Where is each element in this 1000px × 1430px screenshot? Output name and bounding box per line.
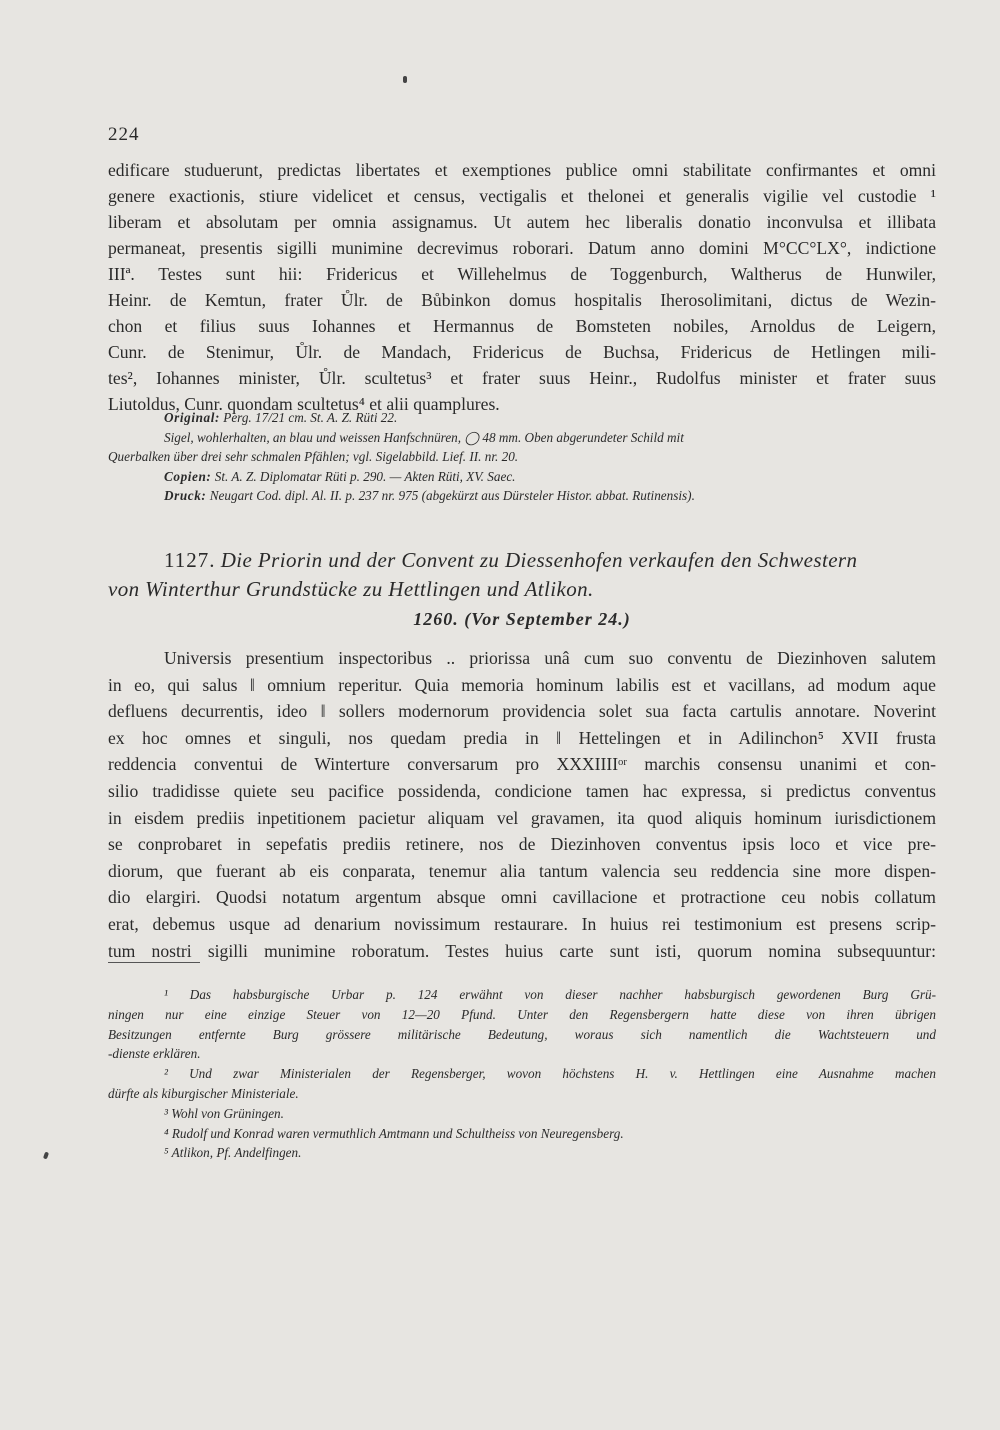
- ink-speck: [403, 76, 407, 83]
- text-line: in eisdem prediis inpetitionem pacietur aliquam vel gravamen, ita quod aliquis hominum iurisdictionem: [108, 807, 936, 828]
- text-line: dio elargiri. Quodsi notatum argentum absque omni cavillacione et protractione ceu nobis collatum: [108, 887, 936, 908]
- text-line: diorum, que fuerant ab eis conparata, tenemur alia tantum valencia seu reddencia sine more dispen-: [108, 860, 936, 881]
- print-note: [108, 486, 936, 506]
- footnote-1-cont: ningen nur eine einzige Steuer von 12—20 Pfund. Unter den Regensbergern hatte diese von ihren übrigen: [108, 1006, 936, 1022]
- ink-speck: [43, 1152, 49, 1160]
- text-line: defluens decurrentis, ideo ‖ sollers modernorum providencia solet sua facta cartulis annotare. Noverint: [108, 701, 936, 722]
- footnote-2-cont: dürfte als kiburgischer Ministeriale.: [108, 1085, 299, 1101]
- text-line: chon et filius suus Iohannes et Hermannus de Bomsteten nobiles, Arnoldus de Leigern,: [108, 316, 936, 336]
- charter-text: [108, 645, 936, 964]
- text-line: tum nostri sigilli munimine roboratum. Testes huius carte sunt isti, quorum nomina subsequuntur:: [108, 940, 936, 961]
- text-line: permaneat, presentis sigilli munimine decrevimus roborari. Datum anno domini M°CC°LX°, indictione: [108, 238, 936, 258]
- text-line: se conprobaret in sepefatis prediis retinere, nos de Diezinhoven conventus ipsis loco et vice pre-: [108, 834, 936, 855]
- footnote-1: ¹ Das habsburgische Urbar p. 124 erwähnt von dieser nachher habsburgisch gewordenen Burg Grü-: [164, 987, 936, 1002]
- footnote-divider: [108, 962, 200, 963]
- text-line: Cunr. de Stenimur, Ůlr. de Mandach, Fridericus de Buchsa, Fridericus de Hetlingen mili-: [108, 342, 936, 362]
- heading-line-1: [108, 546, 936, 575]
- text-line: genere exactionis, stiure videlicet et census, vectigalis et thelonei et generalis vigilie vel custodie ¹: [108, 186, 936, 206]
- footnote-4: ⁴ Rudolf und Konrad waren vermuthlich Amtmann und Schultheiss von Neuregensberg.: [164, 1125, 624, 1141]
- text-line: liberam et absolutam per omnia assignamus. Ut autem hec liberalis donatio inconvulsa et illibata: [108, 212, 936, 232]
- footnote-1-cont: -dienste erklären.: [108, 1046, 201, 1062]
- text-line: silio tradidisse quiete seu pacifice possidenda, condicione tamen hac expressa, si predictus conventus: [108, 780, 936, 801]
- footnote-5: ⁵ Atlikon, Pf. Andelfingen.: [164, 1145, 302, 1161]
- document-title: Die Priorin und der Convent zu Diessenhofen verkaufen den Schwestern: [220, 548, 858, 572]
- document-heading: [108, 546, 936, 604]
- text-line: in eo, qui salus ‖ omnium reperitur. Quia memoria hominum labilis est et vacillans, ad modum aque: [108, 674, 936, 695]
- copies-text: St. A. Z. Diplomatar Rüti p. 290. — Akten Rüti, XV. Saec.: [214, 468, 516, 484]
- text-line: erat, debemus usque ad denarium novissimum restaurare. In huius rei testimonium est presens scrip-: [108, 913, 936, 934]
- original-text: Perg. 17/21 cm. St. A. Z. Rüti 22.: [223, 410, 398, 425]
- seal-note: Sigel, wohlerhalten, an blau und weissen Hanfschnüren, ◯ 48 mm. Oben abgerundeter Schild mit: [164, 429, 684, 445]
- copies-label: Copien:: [164, 468, 212, 484]
- document-number: 1127.: [164, 548, 216, 572]
- original-label: Original:: [164, 410, 220, 425]
- text-line: edificare studuerunt, predictas libertates et exemptiones publice omni stabilitate confirmantes et omni: [108, 160, 936, 180]
- text-line: Heinr. de Kemtun, frater Ůlr. de Bůbinkon domus hospitalis Iherosolimitani, dictus de Wezin-: [108, 290, 936, 310]
- text-line: IIIª. Testes sunt hii: Fridericus et Willehelmus de Toggenburch, Waltherus de Hunwiler,: [108, 264, 936, 284]
- seal-note-cont: Querbalken über drei sehr schmalen Pfählen; vgl. Sigelabbild. Lief. II. nr. 20.: [108, 449, 519, 464]
- text-line: tes², Iohannes minister, Ůlr. scultetus³ et frater suus Heinr., Rudolfus minister et frater suus: [108, 368, 936, 388]
- text-line: Universis presentium inspectoribus .. priorissa unâ cum suo conventu de Diezinhoven salutem: [164, 648, 936, 668]
- print-label: Druck:: [164, 488, 207, 503]
- source-notes: [108, 408, 936, 506]
- document-title-cont: von Winterthur Grundstücke zu Hettlingen und Atlikon.: [108, 577, 594, 601]
- charter-text-continued: [108, 157, 936, 417]
- text-line: reddencia conventui de Winterture conversarum pro XXXIIIIᵒʳ marchis consensu unanimi et con-: [108, 754, 936, 775]
- page-number: 224: [108, 124, 140, 145]
- footnote-2: ² Und zwar Ministerialen der Regensberger, wovon höchstens H. v. Hettlingen eine Ausnahme machen: [164, 1066, 936, 1082]
- copies-note: [108, 467, 936, 487]
- text-line: Liutoldus, Cunr. quondam scultetus⁴ et alii quamplures.: [108, 394, 500, 414]
- footnotes: [108, 985, 936, 1163]
- print-text: Neugart Cod. dipl. Al. II. p. 237 nr. 975 (abgekürzt aus Dürsteler Histor. abbat. Rutinensis).: [209, 488, 695, 503]
- text-line: ex hoc omnes et singuli, nos quedam predia in ‖ Hettelingen et in Adilinchon⁵ XVII frusta: [108, 727, 936, 748]
- footnote-1-cont: Besitzungen entfernte Burg grössere militärische Bedeutung, woraus sich namentlich die Wachtsteuern und: [108, 1026, 936, 1042]
- original-note: [108, 408, 936, 428]
- footnote-3: ³ Wohl von Grüningen.: [164, 1105, 284, 1121]
- document-date: 1260. (Vor September 24.): [413, 609, 631, 629]
